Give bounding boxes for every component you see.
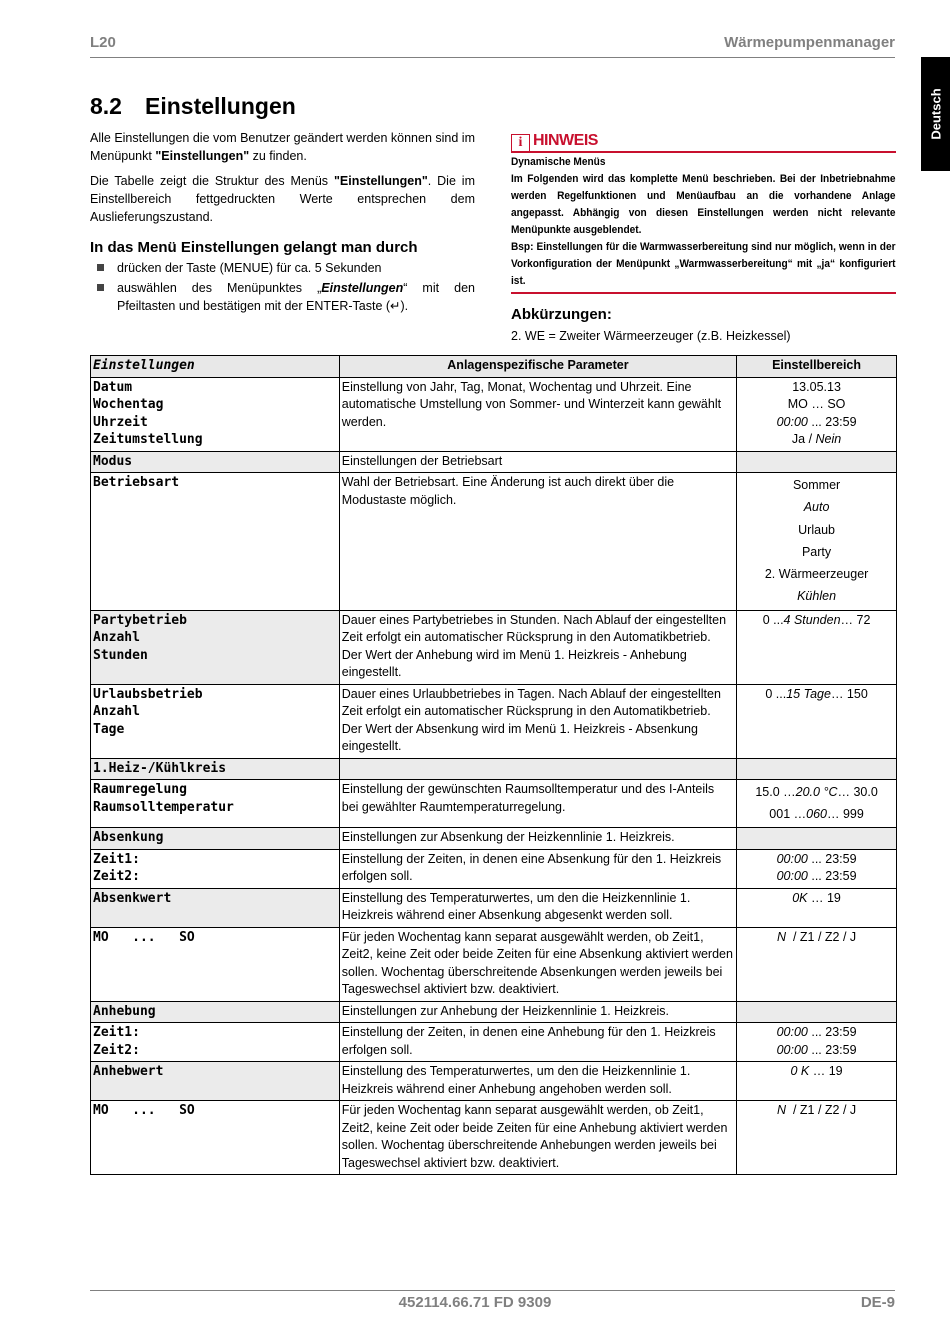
menu-item: Modus	[91, 451, 340, 473]
range-value: ... 23:59	[807, 414, 857, 429]
parameter-description: Einstellung des Temperaturwertes, um den die Heizkennlinie 1. Heizkreis während einer Absenkung abgesenkt werden soll.	[339, 888, 736, 927]
range-value: Ja	[791, 432, 806, 446]
parameter-description: Dauer eines Urlaubbetriebes in Tagen. Nach Ablauf der eingestellten Zeit erfolgt ein automatischer Rücksprung in den Automatikbetrieb. Der Wert der Absenkung wird im Menü 1. Heizkreis - Absenkung eingestellt.	[339, 684, 736, 758]
menu-item-label: Datum	[93, 379, 133, 395]
parameter-description: Einstellungen zur Anhebung der Heizkennlinie 1. Heizkreis.	[339, 1001, 736, 1023]
menu-item	[91, 849, 340, 888]
range-value: MO … SO	[787, 397, 846, 411]
note-body	[511, 154, 896, 290]
bullet-list	[90, 259, 475, 315]
intro-paragraph-1	[90, 129, 475, 165]
range-separator: /	[805, 432, 816, 446]
header-divider	[90, 57, 895, 58]
default-value: 20.0 °C	[795, 785, 838, 800]
range-value: Sommer	[792, 478, 841, 492]
range-value: … 19	[809, 1064, 843, 1079]
info-icon: i	[511, 134, 530, 152]
footer-page-number: DE-9	[860, 1294, 895, 1311]
table-row	[91, 684, 897, 758]
header-doc-id: L20	[90, 34, 116, 51]
section-number: 8.2	[90, 93, 122, 119]
range-value: … 999	[827, 807, 864, 822]
setting-range	[737, 1101, 897, 1175]
table-row	[91, 377, 897, 451]
menu-item-label: Anzahl	[93, 704, 140, 720]
note-title: Dynamische Menüs	[511, 156, 606, 168]
setting-range	[737, 377, 897, 451]
parameter-description: Einstellung von Jahr, Tag, Monat, Wochentag und Uhrzeit. Eine automatische Umstellung von Sommer- und Winterzeit kann gewählt werden.	[339, 377, 736, 451]
language-tab	[921, 57, 950, 171]
table-header-range: Einstellbereich	[737, 356, 897, 378]
note-bottom-rule	[511, 292, 896, 294]
setting-range	[737, 1001, 897, 1023]
parameter-description: Einstellung des Temperaturwertes, um den die Heizkennlinie 1. Heizkreis während einer Anhebung angehoben werden soll.	[339, 1062, 736, 1101]
range-value: … 30.0	[837, 785, 878, 800]
menu-item-label: Stunden	[93, 647, 148, 663]
header-title: Wärmepumpenmanager	[724, 34, 895, 51]
range-value: ... 23:59	[807, 869, 857, 884]
setting-range	[737, 1023, 897, 1062]
menu-item	[91, 1023, 340, 1062]
default-value: 00:00	[776, 851, 808, 866]
table-row	[91, 1001, 897, 1023]
table-row	[91, 451, 897, 473]
parameter-description: Dauer eines Partybetriebes in Stunden. Nach Ablauf der eingestellten Zeit erfolgt ein automatischer Rücksprung in den Automatikbetrieb. Der Wert der Anhebung wird im Menü 1. Heizkreis - Anhebung eingestellt.	[339, 610, 736, 684]
setting-range	[737, 828, 897, 850]
range-value: Kühlen	[797, 589, 837, 604]
note-label: HINWEIS	[533, 132, 598, 149]
parameter-description: Einstellungen der Betriebsart	[339, 451, 736, 473]
setting-range	[737, 927, 897, 1001]
default-value: 00:00	[776, 1025, 808, 1040]
bullet-item: drücken der Taste (MENUE) für ca. 5 Sekunden	[90, 259, 475, 277]
table-row	[91, 849, 897, 888]
default-value: N	[776, 1103, 786, 1118]
parameter-description: Wahl der Betriebsart. Eine Änderung ist auch direkt über die Modustaste möglich.	[339, 473, 736, 611]
range-value: … 72	[840, 612, 871, 627]
default-value: 15 Tage	[786, 686, 831, 701]
menu-item	[91, 377, 340, 451]
range-value: 13.05.13	[792, 379, 841, 394]
range-value: 15.0 …	[755, 785, 796, 800]
menu-item-label: Uhrzeit	[93, 414, 148, 430]
setting-range	[737, 1062, 897, 1101]
menu-item-label: Partybetrieb	[93, 612, 187, 628]
bullet-text: auswählen des Menüpunktes „	[117, 281, 322, 295]
table-header-settings: Einstellungen	[91, 356, 340, 378]
table-row	[91, 828, 897, 850]
table-row	[91, 473, 897, 611]
parameter-description: Einstellung der gewünschten Raumsolltemperatur und des I-Anteils bei gewählter Raumtemperaturregelung.	[339, 780, 736, 828]
range-value: … 19	[807, 890, 841, 905]
menu-item-label: Wochentag	[93, 397, 164, 412]
intro-column	[90, 129, 475, 317]
table-row	[91, 610, 897, 684]
range-value: / Z1 / Z2 / J	[786, 1103, 857, 1118]
bullet-emphasis: Einstellungen	[321, 281, 404, 295]
default-value: 4 Stunden	[783, 612, 841, 627]
note-example: Bsp: Einstellungen für die Warmwasserbereitung sind nur möglich, wenn in der Vorkonfiguration der Menüpunkt „Warmwasserbereitung“ mit „ja“ konfiguriert ist.	[511, 241, 896, 287]
table-row	[91, 927, 897, 1001]
intro-text: . Die im Einstellbereich fettgedruckten Werte entsprechen dem Auslieferungszustand.	[90, 174, 475, 224]
parameter-description: Für jeden Wochentag kann separat ausgewählt werden, ob Zeit1, Zeit2, keine Zeit oder beide Zeiten für eine Absenkung aktiviert werden sollen. Wochentag überschreitende Absenkungen werden jeweils bei Tageswechsel aktiviert bzw. deaktiviert.	[339, 927, 736, 1001]
menu-item	[91, 684, 340, 758]
range-value: ... 23:59	[807, 1025, 857, 1040]
range-value: ... 23:59	[807, 851, 857, 866]
intro-paragraph-2	[90, 172, 475, 226]
default-value: Auto	[803, 500, 830, 515]
range-value: Party	[801, 544, 832, 559]
default-value: 00:00	[776, 414, 808, 429]
range-value: 0 ...	[765, 686, 787, 701]
menu-item: 1.Heiz-/Kühlkreis	[91, 758, 340, 780]
menu-item-label: Zeitumstellung	[93, 432, 203, 447]
table-header-parameters: Anlagenspezifische Parameter	[339, 356, 736, 378]
menu-item-label: Zeit2:	[93, 869, 140, 885]
menu-item: MO ... SO	[91, 927, 340, 1001]
default-value: 0K	[792, 890, 808, 905]
table-row	[91, 888, 897, 927]
range-value: 001 …	[769, 807, 807, 822]
setting-range	[737, 888, 897, 927]
subheading: In das Menü Einstellungen gelangt man durch	[90, 239, 418, 256]
menu-item-label: Raumsolltemperatur	[93, 799, 234, 815]
settings-table	[90, 355, 897, 1175]
range-value: / Z1 / Z2 / J	[786, 929, 857, 944]
section-heading	[90, 93, 296, 120]
setting-range	[737, 780, 897, 828]
intro-emphasis: "Einstellungen"	[333, 174, 428, 188]
range-value: 2. Wärmeerzeuger	[764, 567, 869, 582]
setting-range	[737, 758, 897, 780]
note-column	[511, 132, 896, 343]
default-value: 00:00	[776, 869, 808, 884]
note-header	[511, 132, 896, 151]
footer-doc-number: 452114.66.71 FD 9309	[398, 1294, 552, 1311]
parameter-description: Einstellungen zur Absenkung der Heizkennlinie 1. Heizkreis.	[339, 828, 736, 850]
setting-range	[737, 849, 897, 888]
note-top-rule	[511, 151, 896, 153]
menu-item: Betriebsart	[91, 473, 340, 611]
parameter-description: Für jeden Wochentag kann separat ausgewählt werden, ob Zeit1, Zeit2, keine Zeit oder beide Zeiten für eine Anhebung aktiviert werden sollen. Wochentag überschreitende Anhebungen werden jeweils bei Tageswechsel aktiviert bzw. deaktiviert.	[339, 1101, 736, 1175]
range-value: ... 23:59	[807, 1042, 857, 1057]
intro-text: Alle Einstellungen die vom Benutzer geändert werden können sind im Menüpunkt	[90, 131, 475, 163]
table-row	[91, 780, 897, 828]
parameter-description: Einstellung der Zeiten, in denen eine Anhebung für den 1. Heizkreis erfolgen soll.	[339, 1023, 736, 1062]
menu-item: Anhebwert	[91, 1062, 340, 1101]
bullet-item	[90, 279, 475, 315]
section-title: Einstellungen	[145, 93, 296, 119]
setting-range	[737, 451, 897, 473]
intro-text: Die Tabelle zeigt die Struktur des Menüs	[90, 174, 334, 188]
bullet-text: “ mit den Pfeiltasten und bestätigen mit der ENTER-Taste (↵).	[117, 281, 475, 313]
intro-text: zu finden.	[249, 149, 307, 163]
default-value: 0 K	[790, 1064, 810, 1079]
note-text: Im Folgenden wird das komplette Menü beschrieben. Bei der Inbetriebnahme werden Regelfunktionen und Menüaufbau an die vorhandene Anlage angepasst. Abhängig von diesen Einstellungen werden nicht relevante Menüpunkte ausgeblendet.	[511, 173, 896, 236]
table-row	[91, 1023, 897, 1062]
setting-range	[737, 684, 897, 758]
range-value: … 150	[830, 686, 868, 701]
menu-item: Anhebung	[91, 1001, 340, 1023]
menu-item-label: Anzahl	[93, 630, 140, 646]
abbreviations-text: 2. WE = Zweiter Wärmeerzeuger (z.B. Heizkessel)	[511, 329, 791, 343]
menu-item-label: Zeit1:	[93, 1025, 140, 1041]
default-value: 060	[806, 807, 827, 822]
menu-item-label: Tage	[93, 721, 125, 737]
table-header-row	[91, 356, 897, 378]
menu-item-label: Urlaubsbetrieb	[93, 686, 203, 702]
menu-item-label: Zeit2:	[93, 1042, 140, 1058]
language-tab-label: Deutsch	[928, 88, 943, 140]
range-value: 0 ...	[762, 612, 784, 627]
menu-item: Absenkung	[91, 828, 340, 850]
intro-emphasis: "Einstellungen"	[155, 149, 250, 163]
menu-item: Absenkwert	[91, 888, 340, 927]
parameter-description: Einstellung der Zeiten, in denen eine Absenkung für den 1. Heizkreis erfolgen soll.	[339, 849, 736, 888]
setting-range	[737, 473, 897, 611]
menu-item-label: Zeit1:	[93, 851, 140, 867]
table-row	[91, 1101, 897, 1175]
setting-range	[737, 610, 897, 684]
menu-item	[91, 780, 340, 828]
menu-item: MO ... SO	[91, 1101, 340, 1175]
default-value: Nein	[815, 432, 842, 446]
menu-item-label: Raumregelung	[93, 782, 187, 798]
table-row	[91, 758, 897, 780]
abbreviations-title: Abkürzungen:	[511, 306, 612, 323]
default-value: 00:00	[776, 1042, 808, 1057]
default-value: N	[776, 929, 786, 944]
table-row	[91, 1062, 897, 1101]
footer-divider	[90, 1290, 895, 1291]
menu-item	[91, 610, 340, 684]
parameter-description	[339, 758, 736, 780]
range-value: Urlaub	[798, 522, 835, 537]
